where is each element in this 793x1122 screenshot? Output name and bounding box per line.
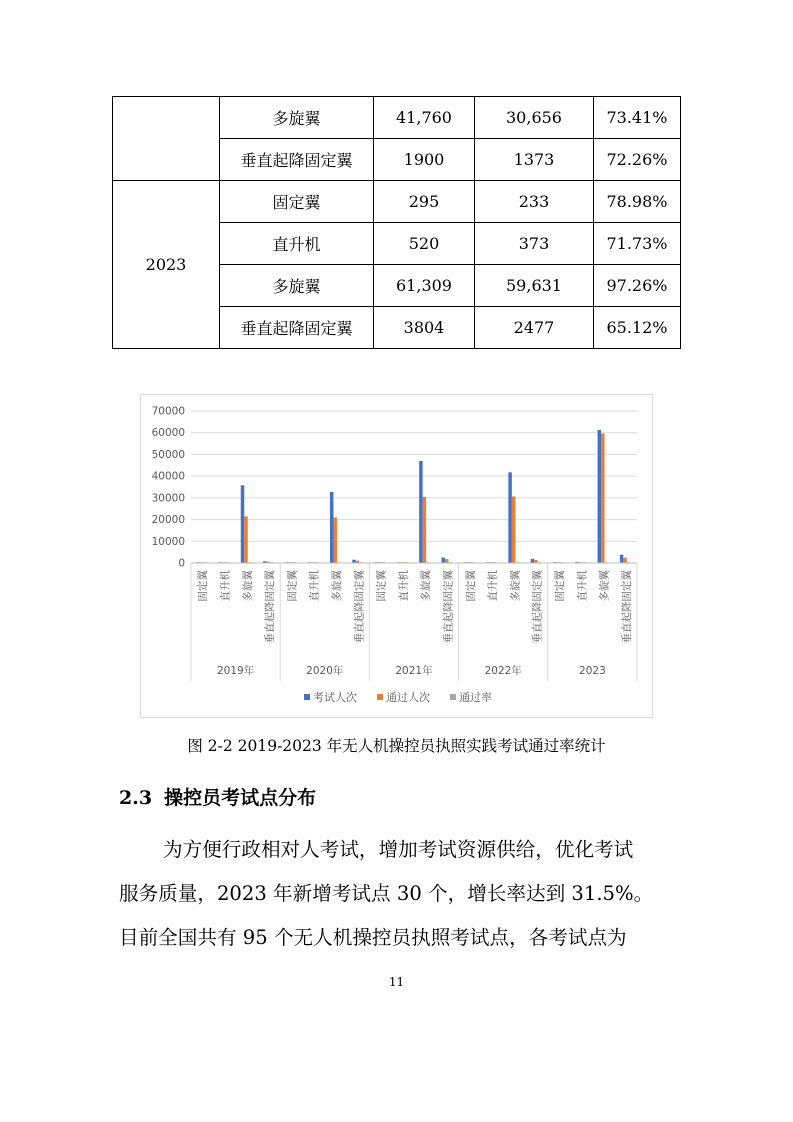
x-category-label: 垂直起降固定翼: [264, 570, 277, 644]
exam-count-cell: 295: [374, 181, 475, 223]
pass-rate-cell: 78.98%: [594, 181, 681, 223]
body-paragraph: [119, 828, 679, 960]
bar-1: [623, 558, 627, 563]
x-category-label: 直升机: [219, 570, 232, 602]
section-number: 2.3: [119, 787, 153, 809]
bar-1: [601, 434, 605, 563]
pass-rate-cell: 97.26%: [594, 265, 681, 307]
type-cell: 直升机: [220, 223, 374, 265]
legend-label: 通过人次: [386, 691, 430, 704]
x-category-label: 多旋翼: [509, 570, 522, 602]
bar-0: [598, 430, 602, 563]
bar-0: [441, 558, 445, 563]
pass-count-cell: 1373: [475, 139, 594, 181]
y-tick-label: 40000: [151, 470, 185, 483]
bar-0: [241, 485, 245, 563]
x-category-label: 固定翼: [375, 570, 388, 602]
exam-count-cell: 41,760: [374, 97, 475, 139]
type-cell: 多旋翼: [220, 97, 374, 139]
x-group-label: 2021年: [395, 665, 433, 677]
table-row: [113, 97, 681, 139]
pass-count-cell: 59,631: [475, 265, 594, 307]
x-group-label: 2022年: [484, 665, 522, 677]
x-category-label: 直升机: [487, 570, 500, 602]
bar-0: [330, 492, 334, 563]
pass-rate-table: [112, 96, 681, 349]
y-tick-label: 50000: [151, 448, 185, 461]
x-group-label: 2020年: [306, 665, 344, 677]
section-heading: [119, 783, 328, 810]
x-category-label: 直升机: [308, 570, 321, 602]
figure-caption: 图 2-2 2019-2023 年无人机操控员执照实践考试通过率统计: [187, 737, 606, 755]
exam-count-cell: 61,309: [374, 265, 475, 307]
type-cell: 固定翼: [220, 181, 374, 223]
page-number: 11: [388, 975, 405, 989]
legend-swatch: [304, 694, 310, 700]
type-cell: 多旋翼: [220, 265, 374, 307]
x-category-label: 固定翼: [286, 570, 299, 602]
pass-rate-cell: 71.73%: [594, 223, 681, 265]
pass-count-cell: 373: [475, 223, 594, 265]
bar-1: [423, 497, 427, 563]
x-category-label: 直升机: [397, 570, 410, 602]
bar-1: [244, 516, 248, 563]
y-tick-label: 30000: [151, 492, 185, 505]
pass-rate-cell: 65.12%: [594, 307, 681, 349]
pass-count-cell: 30,656: [475, 97, 594, 139]
section-title: 操控员考试点分布: [164, 787, 317, 809]
y-tick-label: 60000: [151, 427, 185, 440]
bar-0: [620, 555, 624, 563]
paragraph-line: 目前全国共有 95 个无人机操控员执照考试点，各考试点为: [119, 926, 627, 949]
y-tick-label: 70000: [151, 405, 185, 418]
year-cell: 2023: [113, 181, 220, 349]
x-category-label: 多旋翼: [420, 570, 433, 602]
legend-label: 考试人次: [313, 691, 357, 704]
bar-0: [508, 472, 512, 563]
type-cell: 垂直起降固定翼: [220, 307, 374, 349]
bar-1: [333, 517, 337, 563]
legend-swatch: [377, 694, 383, 700]
legend-label: 通过率: [459, 691, 492, 704]
x-category-label: 固定翼: [464, 570, 477, 602]
x-category-label: 直升机: [576, 570, 589, 602]
x-category-label: 多旋翼: [330, 570, 343, 602]
legend-swatch: [450, 694, 456, 700]
bar-0: [531, 559, 535, 563]
paragraph-line: 为方便行政相对人考试，增加考试资源供给，优化考试: [163, 838, 634, 861]
x-group-label: 2023: [579, 665, 606, 677]
bar-chart: [140, 394, 653, 718]
type-cell: 垂直起降固定翼: [220, 139, 374, 181]
year-cell: [113, 97, 220, 181]
x-group-label: 2019年: [216, 665, 255, 677]
x-category-label: 固定翼: [553, 570, 566, 602]
exam-count-cell: 520: [374, 223, 475, 265]
x-category-label: 垂直起降固定翼: [442, 570, 455, 644]
x-category-label: 垂直起降固定翼: [531, 570, 544, 644]
table-row: [113, 181, 681, 223]
x-category-label: 垂直起降固定翼: [353, 570, 366, 644]
exam-count-cell: 3804: [374, 307, 475, 349]
pass-count-cell: 233: [475, 181, 594, 223]
paragraph-line: 服务质量，2023 年新增考试点 30 个，增长率达到 31.5%。: [119, 882, 654, 905]
x-category-label: 多旋翼: [598, 570, 611, 602]
pass-count-cell: 2477: [475, 307, 594, 349]
bar-chart-canvas: [141, 395, 652, 717]
x-category-label: 固定翼: [197, 570, 210, 602]
y-tick-label: 10000: [151, 535, 185, 548]
y-tick-label: 20000: [151, 514, 185, 527]
y-tick-label: 0: [178, 557, 185, 570]
x-category-label: 多旋翼: [241, 570, 254, 602]
pass-rate-cell: 73.41%: [594, 97, 681, 139]
bar-1: [445, 559, 449, 563]
bar-0: [419, 461, 423, 563]
x-category-label: 垂直起降固定翼: [620, 570, 633, 644]
pass-rate-cell: 72.26%: [594, 139, 681, 181]
bar-1: [512, 496, 515, 563]
exam-count-cell: 1900: [374, 139, 475, 181]
